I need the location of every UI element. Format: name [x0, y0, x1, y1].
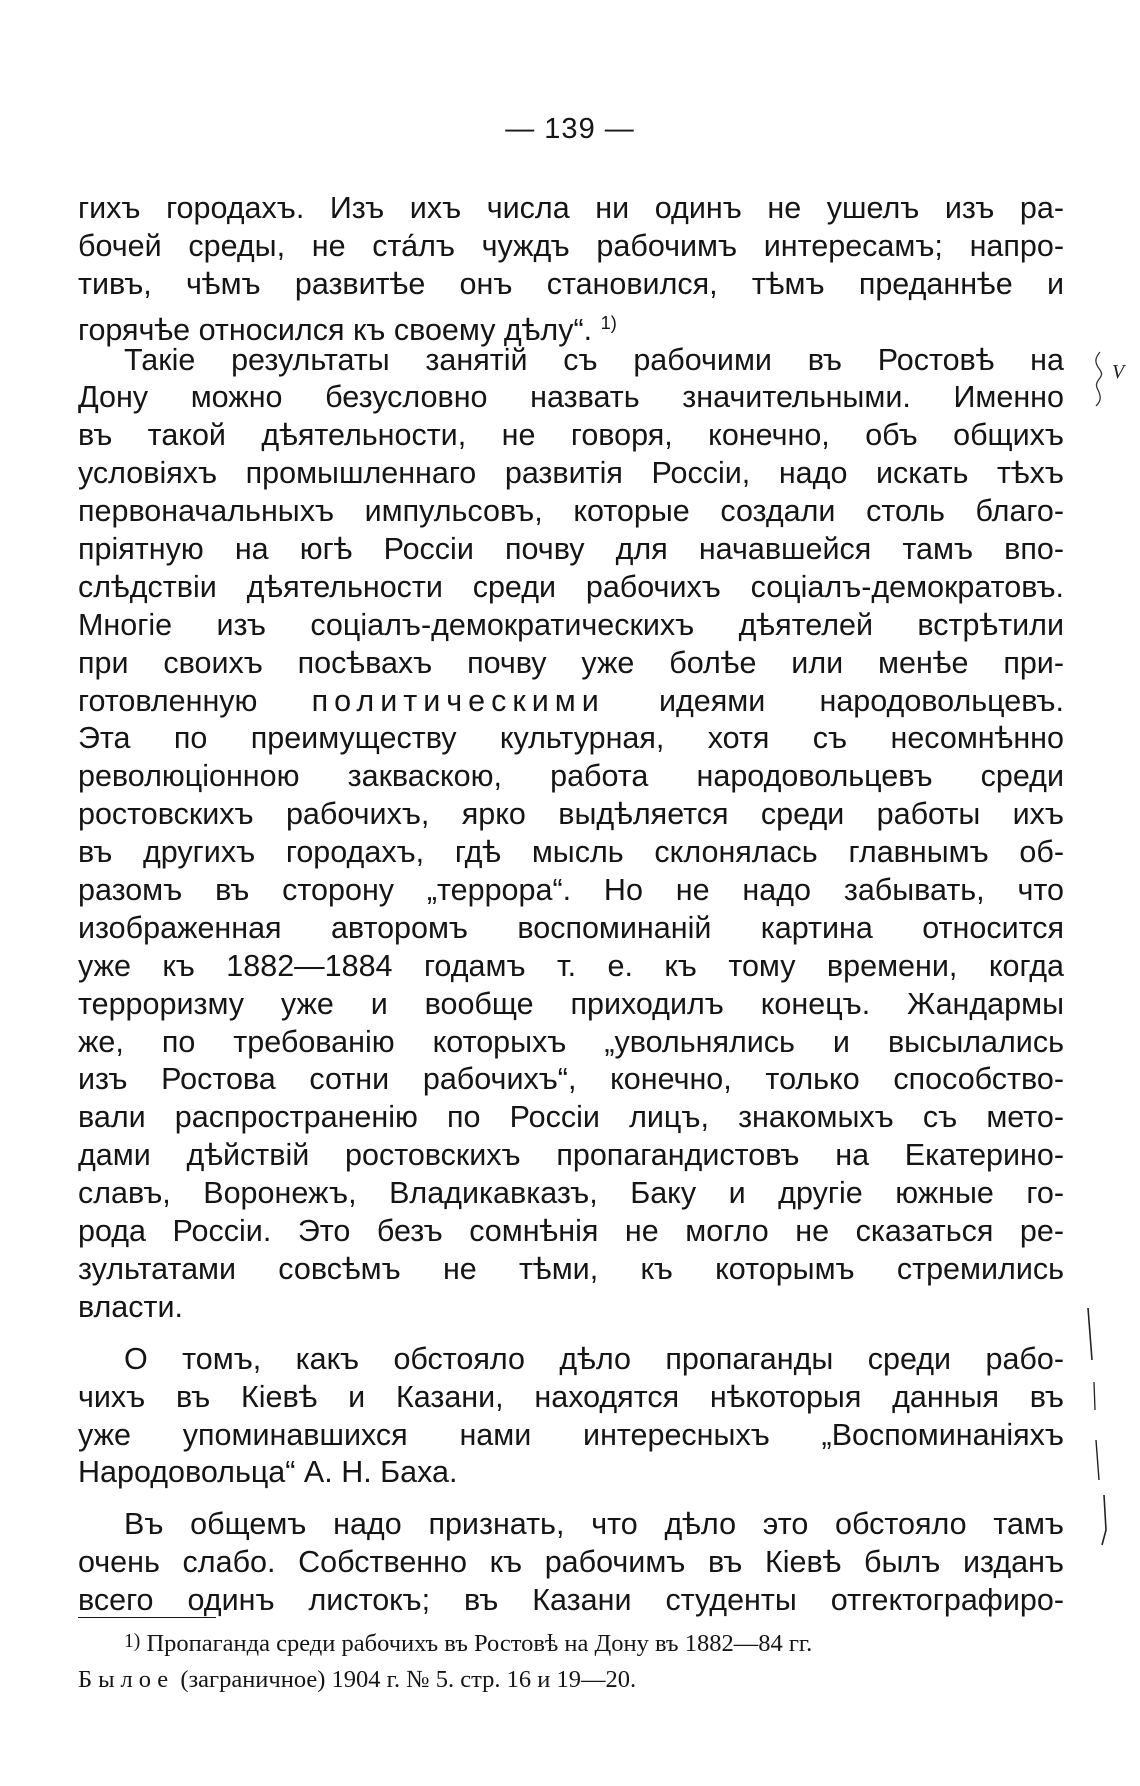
- text-line: уже упоминавшихся нами интересныхъ „Воспоминаніяхъ: [78, 1417, 1064, 1452]
- text-line: О томъ, какъ обстояло дѣло пропаганды среди рабо-: [124, 1341, 1064, 1376]
- footnote-divider: [78, 1617, 216, 1618]
- text-line: Такіе результаты занятій съ рабочими въ Ростовѣ на: [124, 342, 1064, 377]
- text-line: уже къ 1882—1884 годамъ т. е. къ тому времени, когда: [78, 948, 1064, 983]
- text-line: условіяхъ промышленнаго развитія Россіи, надо искать тѣхъ: [78, 456, 1064, 491]
- text-line: зультатами совсѣмъ не тѣми, къ которымъ стремились: [78, 1251, 1064, 1286]
- spaced-emphasis: Былое: [78, 1666, 175, 1693]
- text-line: рода Россіи. Это безъ сомнѣнія не могло не сказаться ре-: [78, 1214, 1064, 1249]
- text-line: въ другихъ городахъ, гдѣ мысль склонялась главнымъ об-: [78, 835, 1064, 870]
- margin-line-mark: [1102, 1495, 1106, 1545]
- footnote: [78, 1624, 1064, 1698]
- footnote-line: 1) Пропаганда среди рабочихъ въ Ростовѣ на Дону въ 1882—84 гг.: [124, 1630, 813, 1657]
- text-line: гихъ городахъ. Изъ ихъ числа ни одинъ не ушелъ изъ ра-: [78, 191, 1064, 225]
- margin-brace-mark: [1096, 352, 1102, 406]
- text-line: дами дѣйствій ростовскихъ пропагандистовъ на Екатерино-: [78, 1138, 1064, 1173]
- text-line: въ такой дѣятельности, не говоря, конечно, объ общихъ: [78, 418, 1064, 453]
- text-line: вали распространенію по Россіи лицъ, знакомыхъ съ мето-: [78, 1100, 1064, 1135]
- text-line: же, по требованію которыхъ „увольнялись и высылались: [78, 1024, 1064, 1059]
- text-line: Народовольца“ А. Н. Баха.: [78, 1455, 458, 1490]
- margin-pencil-marks: [1080, 350, 1140, 1550]
- footnote-marker: 1): [124, 1631, 141, 1652]
- text-line: чихъ въ Кіевѣ и Казани, находятся нѣкоторыя данныя въ: [78, 1379, 1064, 1414]
- text-line: Многіе изъ соціалъ-демократическихъ дѣятелей встрѣтили: [78, 607, 1064, 642]
- footnote-reference: 1): [600, 311, 617, 333]
- text-line: бочей среды, не ста́лъ чуждъ рабочимъ интересамъ; напро-: [78, 228, 1064, 263]
- footnote-line: Былое (заграничное) 1904 г. № 5. стр. 16 и 19—20.: [78, 1666, 637, 1693]
- body-text: [78, 190, 1064, 1620]
- text-line: первоначальныхъ импульсовъ, которые создали столь благо-: [78, 494, 1064, 529]
- margin-line-mark: [1088, 1308, 1092, 1360]
- text-line: очень слабо. Собственно къ рабочимъ въ Кіевѣ былъ изданъ: [78, 1545, 1064, 1580]
- margin-check-mark: V: [1112, 361, 1125, 383]
- text-line: Эта по преимуществу культурная, хотя съ несомнѣнно: [78, 721, 1064, 756]
- text-line: власти.: [78, 1289, 183, 1324]
- text-line: изъ Ростова сотни рабочихъ“, конечно, только способство-: [78, 1062, 1064, 1097]
- text-line: ростовскихъ рабочихъ, ярко выдѣляется среди работы ихъ: [78, 797, 1064, 832]
- text-line: терроризму уже и вообще приходилъ конецъ. Жандармы: [78, 986, 1064, 1021]
- text-line: разомъ въ сторону „террора“. Но не надо забывать, что: [78, 873, 1064, 908]
- spaced-emphasis: политическими: [311, 683, 605, 718]
- margin-line-mark: [1094, 1382, 1095, 1410]
- text-line: Дону можно безусловно назвать значительными. Именно: [78, 380, 1064, 415]
- text-line: пріятную на югѣ Россіи почву для начавшейся тамъ впо-: [78, 532, 1064, 567]
- page-number: — 139 —: [505, 113, 635, 145]
- margin-line-mark: [1096, 1440, 1099, 1480]
- text-line: изображенная авторомъ воспоминаній картина относится: [78, 910, 1064, 945]
- text-line: горячѣе относился къ своему дѣлу“. $^{1)}$: [78, 311, 617, 347]
- text-line: готовленную политическими идеями народовольцевъ.: [78, 683, 1064, 718]
- text-line: слѣдствіи дѣятельности среди рабочихъ соціалъ-демократовъ.: [78, 569, 1064, 604]
- text-line: тивъ, чѣмъ развитѣе онъ становился, тѣмъ преданнѣе и: [78, 266, 1064, 301]
- text-line: при своихъ посѣвахъ почву уже болѣе или менѣе при-: [78, 645, 1064, 680]
- text-line: революціонною закваскою, работа народовольцевъ среди: [78, 759, 1064, 794]
- text-line: славъ, Воронежъ, Владикавказъ, Баку и другіе южные го-: [78, 1176, 1064, 1211]
- text-line: Въ общемъ надо признать, что дѣло это обстояло тамъ: [124, 1507, 1064, 1542]
- text-line: всего одинъ листокъ; въ Казани студенты отгектографиро-: [78, 1583, 1064, 1618]
